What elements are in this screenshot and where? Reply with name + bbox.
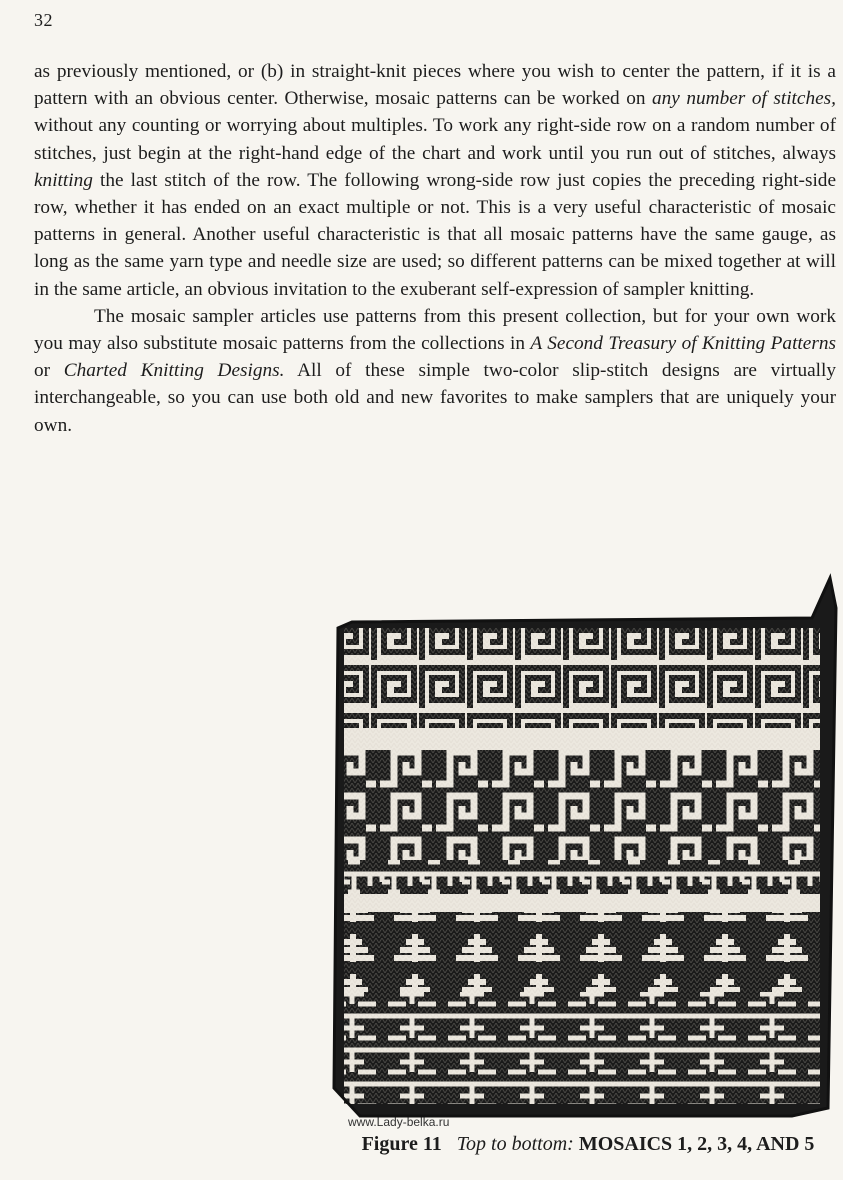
italic-run: Charted Knitting Designs. [63,360,285,382]
text-run: as previously mentioned, or (b) in straight-knit pieces where you wish to center the pattern, if it is a pattern with an obvious center. Otherwise, mosaic patterns can be worked on [34,61,836,110]
text-run: the last stitch of the row. The following wrong-side row just copies the preceding right-side row, whether it has ended on an exact multiple or not. This is a very useful characteristic of mosaic patterns in general. Another useful characteristic is that all mosaic patterns have the same gauge, as long as the same yarn type and needle size are used; so different patterns can be mixed together at will in the same article, an obvious invitation to the exuberant self-expression of sampler knitting. [34,169,836,300]
watermark: www.Lady-belka.ru [348,1115,450,1129]
figure-label: Figure 11 [361,1133,442,1155]
figure-caption [340,1132,836,1156]
text-run: without any counting or worrying about multiples. To work any right-side row on a random number of stitches, just begin at the right-hand edge of the chart and work until you run out of stitches, always [34,115,836,164]
italic-run: A Second Treasury of Knitting Patterns [530,333,836,355]
page-number: 32 [34,10,53,30]
caption-title: MOSAICS 1, 2, 3, 4, AND 5 [578,1133,815,1155]
text-run: or [34,360,64,382]
caption-top-to-bottom: Top to bottom: [456,1133,574,1155]
body-text [34,58,836,439]
text-run: All of these simple two-color slip-stitch designs are virtually interchangeable, so you can use both old and new favorites to make samplers that are uniquely your own. [34,360,836,436]
italic-run: knitting [34,169,93,191]
text-run: The mosaic sampler articles use patterns from this present collection, but for your own work you may also substitute mosaic patterns from the collections in [34,305,836,355]
paragraph-1 [34,58,836,303]
knitted-swatch-image [322,568,838,1128]
italic-run: any number of stitches, [652,88,836,110]
paragraph-2 [34,303,836,439]
